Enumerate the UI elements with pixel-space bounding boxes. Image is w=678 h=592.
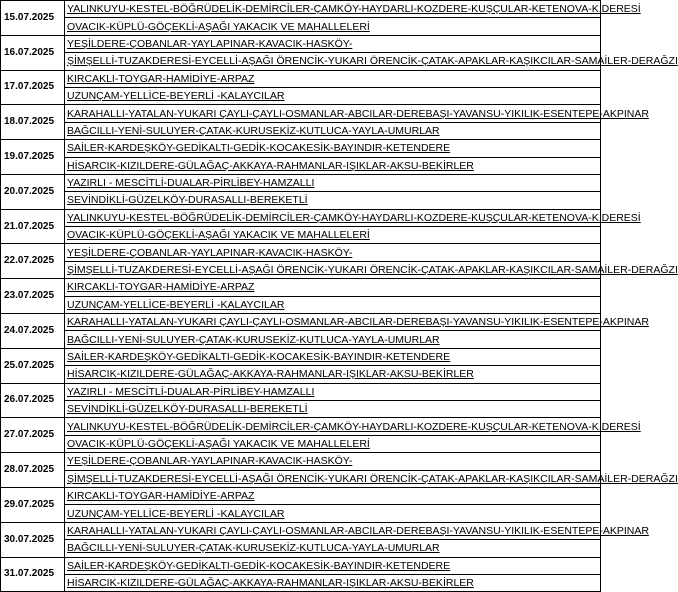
area-list-cell[interactable]: HİSARCIK-KIZILDERE-GÜLAĞAÇ-AKKAYA-RAHMANLAR-IŞIKLAR-AKSU-BEKİRLER: [65, 366, 601, 383]
table-row: [1, 279, 601, 296]
table-row: [1, 470, 601, 487]
area-list-cell[interactable]: SAİLER-KARDEŞKÖY-GEDİKALTI-GEDİK-KOCAKESİK-BAYINDIR-KETENDERE: [65, 557, 601, 574]
date-cell[interactable]: 28.07.2025: [1, 453, 65, 488]
area-list-cell[interactable]: KIRCAKLI-TOYGAR-HAMİDİYE-ARPAZ: [65, 487, 601, 504]
table-row: [1, 87, 601, 104]
date-cell[interactable]: 30.07.2025: [1, 522, 65, 557]
date-cell[interactable]: 26.07.2025: [1, 383, 65, 418]
area-list-cell[interactable]: ŞİMŞELLİ-TUZAKDERESİ-EYCELLİ-AŞAĞI ÖRENCİK-YUKARI ÖRENCİK-ÇATAK-APAKLAR-KAŞIKCILAR-SAMAİLER-DERAĞZI: [65, 53, 601, 70]
table-row: [1, 192, 601, 209]
date-cell[interactable]: 27.07.2025: [1, 418, 65, 453]
table-row: [1, 522, 601, 539]
area-list-cell[interactable]: SAİLER-KARDEŞKÖY-GEDİKALTI-GEDİK-KOCAKESİK-BAYINDIR-KETENDERE: [65, 140, 601, 157]
table-row: [1, 418, 601, 435]
date-cell[interactable]: 22.07.2025: [1, 244, 65, 279]
date-cell[interactable]: 29.07.2025: [1, 487, 65, 522]
area-list-cell[interactable]: KIRCAKLI-TOYGAR-HAMİDİYE-ARPAZ: [65, 70, 601, 87]
area-list-cell[interactable]: KARAHALLI-YATALAN-YUKARI ÇAYLI-ÇAYLI-OSMANLAR-ABCILAR-DEREBAŞI-YAVANSU-YIKILIK-ESENTEPE-AKPINAR: [65, 105, 601, 122]
area-list-cell[interactable]: OVACIK-KÜPLÜ-GÖÇEKLİ-AŞAĞI YAKACIK VE MAHALLELERİ: [65, 435, 601, 452]
area-list-cell[interactable]: UZUNÇAM-YELLİCE-BEYERLİ -KALAYCILAR: [65, 505, 601, 522]
area-list-cell[interactable]: YALINKUYU-KESTEL-BÖĞRÜDELİK-DEMİRCİLER-ÇAMKÖY-HAYDARLI-KOZDERE-KUŞÇULAR-KETENOVA-K.DERESİ: [65, 1, 601, 18]
date-cell[interactable]: 15.07.2025: [1, 1, 65, 36]
schedule-table-body: [1, 1, 678, 592]
area-list-cell[interactable]: YEŞİLDERE-ÇOBANLAR-YAYLAPINAR-KAVACIK-HASKÖY-: [65, 453, 601, 470]
date-cell[interactable]: 25.07.2025: [1, 348, 65, 383]
area-list-cell[interactable]: YAZIRLI - MESCİTLİ-DUALAR-PİRLİBEY-HAMZALLI: [65, 174, 601, 191]
table-row: [1, 105, 601, 122]
table-row: [1, 383, 601, 400]
area-list-cell[interactable]: KARAHALLI-YATALAN-YUKARI ÇAYLI-ÇAYLI-OSMANLAR-ABCILAR-DEREBAŞI-YAVANSU-YIKILIK-ESENTEPE-AKPINAR: [65, 522, 601, 539]
table-row: [1, 453, 601, 470]
table-row: [1, 574, 601, 591]
area-list-cell[interactable]: KIRCAKLI-TOYGAR-HAMİDİYE-ARPAZ: [65, 279, 601, 296]
area-list-cell[interactable]: YEŞİLDERE-ÇOBANLAR-YAYLAPINAR-KAVACIK-HASKÖY-: [65, 244, 601, 261]
area-list-cell[interactable]: SEVİNDİKLİ-GÜZELKÖY-DURASALLI-BEREKETLİ: [65, 192, 601, 209]
area-list-cell[interactable]: BAĞCILLI-YENİ-SULUYER-ÇATAK-KURUSEKİZ-KUTLUCA-YAYLA-UMURLAR: [65, 540, 601, 557]
table-row: [1, 122, 601, 139]
area-list-cell[interactable]: BAĞCILLI-YENİ-SULUYER-ÇATAK-KURUSEKİZ-KUTLUCA-YAYLA-UMURLAR: [65, 331, 601, 348]
area-list-cell[interactable]: UZUNÇAM-YELLİCE-BEYERLİ -KALAYCILAR: [65, 87, 601, 104]
date-cell[interactable]: 17.07.2025: [1, 70, 65, 105]
table-row: [1, 35, 601, 52]
table-row: [1, 366, 601, 383]
area-list-cell[interactable]: YALINKUYU-KESTEL-BÖĞRÜDELİK-DEMİRCİLER-ÇAMKÖY-HAYDARLI-KOZDERE-KUŞÇULAR-KETENOVA-K.DERESİ: [65, 209, 601, 226]
table-row: [1, 157, 601, 174]
area-list-cell[interactable]: ŞİMŞELLİ-TUZAKDERESİ-EYCELLİ-AŞAĞI ÖRENCİK-YUKARI ÖRENCİK-ÇATAK-APAKLAR-KAŞIKCILAR-SAMAİLER-DERAĞZI: [65, 470, 601, 487]
table-row: [1, 331, 601, 348]
table-row: [1, 70, 601, 87]
table-row: [1, 400, 601, 417]
area-list-cell[interactable]: SAİLER-KARDEŞKÖY-GEDİKALTI-GEDİK-KOCAKESİK-BAYINDIR-KETENDERE: [65, 348, 601, 365]
table-row: [1, 1, 601, 18]
date-cell[interactable]: 16.07.2025: [1, 35, 65, 70]
area-list-cell[interactable]: ŞİMŞELLİ-TUZAKDERESİ-EYCELLİ-AŞAĞI ÖRENCİK-YUKARI ÖRENCİK-ÇATAK-APAKLAR-KAŞIKCILAR-SAMAİLER-DERAĞZI: [65, 261, 601, 278]
area-list-cell[interactable]: HİSARCIK-KIZILDERE-GÜLAĞAÇ-AKKAYA-RAHMANLAR-IŞIKLAR-AKSU-BEKİRLER: [65, 157, 601, 174]
area-list-cell[interactable]: YEŞİLDERE-ÇOBANLAR-YAYLAPINAR-KAVACIK-HASKÖY-: [65, 35, 601, 52]
table-row: [1, 348, 601, 365]
date-cell[interactable]: 19.07.2025: [1, 140, 65, 175]
table-row: [1, 435, 601, 452]
table-row: [1, 53, 601, 70]
date-cell[interactable]: 23.07.2025: [1, 279, 65, 314]
table-row: [1, 209, 601, 226]
date-cell[interactable]: 21.07.2025: [1, 209, 65, 244]
area-list-cell[interactable]: YAZIRLI - MESCİTLİ-DUALAR-PİRLİBEY-HAMZALLI: [65, 383, 601, 400]
area-list-cell[interactable]: OVACIK-KÜPLÜ-GÖÇEKLİ-AŞAĞI YAKACIK VE MAHALLELERİ: [65, 227, 601, 244]
table-row: [1, 227, 601, 244]
date-cell[interactable]: 18.07.2025: [1, 105, 65, 140]
date-cell[interactable]: 20.07.2025: [1, 174, 65, 209]
table-row: [1, 505, 601, 522]
area-list-cell[interactable]: BAĞCILLI-YENİ-SULUYER-ÇATAK-KURUSEKİZ-KUTLUCA-YAYLA-UMURLAR: [65, 122, 601, 139]
area-list-cell[interactable]: KARAHALLI-YATALAN-YUKARI ÇAYLI-ÇAYLI-OSMANLAR-ABCILAR-DEREBAŞI-YAVANSU-YIKILIK-ESENTEPE-AKPINAR: [65, 314, 601, 331]
table-row: [1, 140, 601, 157]
date-cell[interactable]: 31.07.2025: [1, 557, 65, 592]
area-list-cell[interactable]: YALINKUYU-KESTEL-BÖĞRÜDELİK-DEMİRCİLER-ÇAMKÖY-HAYDARLI-KOZDERE-KUŞÇULAR-KETENOVA-K.DERESİ: [65, 418, 601, 435]
area-list-cell[interactable]: UZUNÇAM-YELLİCE-BEYERLİ -KALAYCILAR: [65, 296, 601, 313]
area-list-cell[interactable]: OVACIK-KÜPLÜ-GÖÇEKLİ-AŞAĞI YAKACIK VE MAHALLELERİ: [65, 18, 601, 35]
table-row: [1, 261, 601, 278]
table-row: [1, 540, 601, 557]
table-row: [1, 487, 601, 504]
table-row: [1, 557, 601, 574]
table-row: [1, 174, 601, 191]
area-list-cell[interactable]: HİSARCIK-KIZILDERE-GÜLAĞAÇ-AKKAYA-RAHMANLAR-IŞIKLAR-AKSU-BEKİRLER: [65, 574, 601, 591]
table-row: [1, 244, 601, 261]
table-row: [1, 296, 601, 313]
table-row: [1, 314, 601, 331]
table-row: [1, 18, 601, 35]
date-cell[interactable]: 24.07.2025: [1, 314, 65, 349]
area-list-cell[interactable]: SEVİNDİKLİ-GÜZELKÖY-DURASALLI-BEREKETLİ: [65, 400, 601, 417]
